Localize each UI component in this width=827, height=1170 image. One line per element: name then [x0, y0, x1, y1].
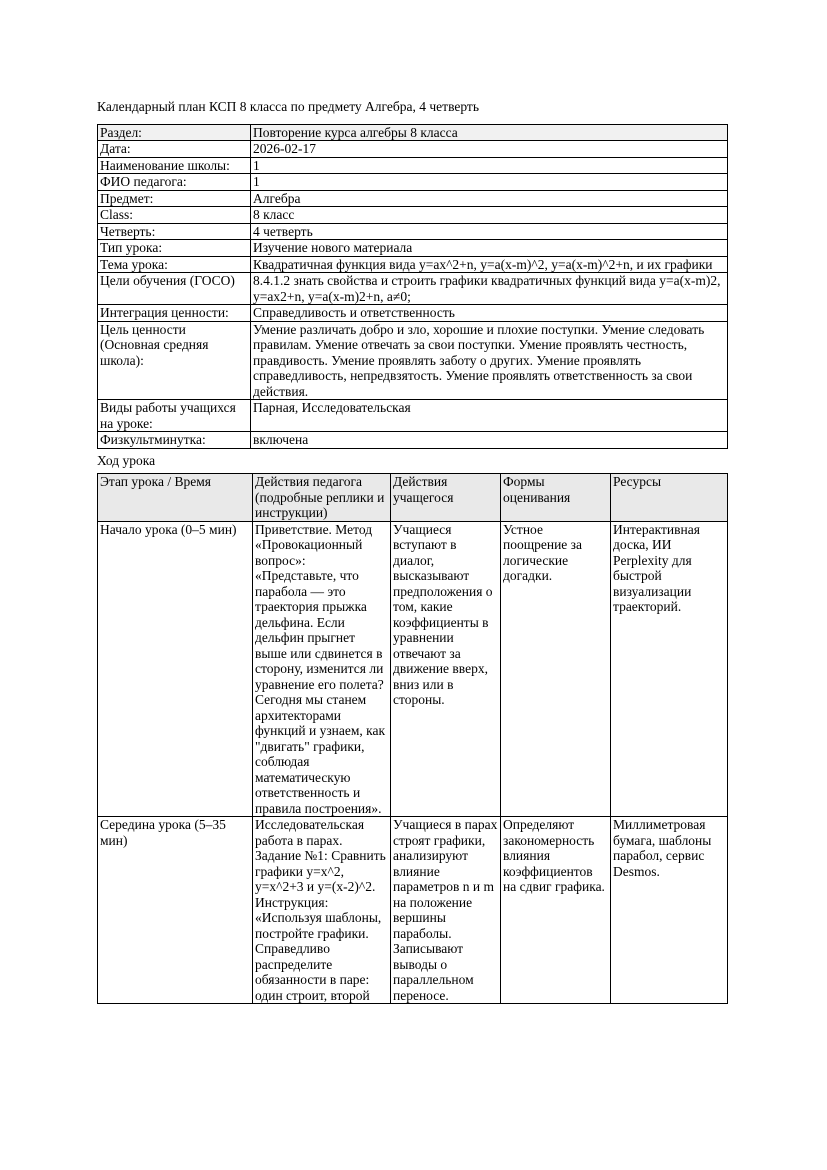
info-value: 4 четверть — [251, 223, 728, 240]
info-label: Виды работы учащихся на уроке: — [98, 400, 251, 432]
stage-cell: Середина урока (5–35 мин) — [98, 817, 253, 1004]
resources-cell: Миллиметровая бумага, шаблоны парабол, сервис Desmos. — [611, 817, 728, 1004]
info-label: Предмет: — [98, 190, 251, 207]
info-label: Наименование школы: — [98, 157, 251, 174]
info-row — [98, 256, 728, 273]
info-value: включена — [251, 432, 728, 449]
info-value: Алгебра — [251, 190, 728, 207]
info-value: Изучение нового материала — [251, 240, 728, 257]
teacher-actions-cell: Приветствие. Метод «Провокационный вопрос»: «Представьте, что парабола — это траектория прыжка дельфина. Если дельфин прыгнет выше или сдвинется в сторону, изменится ли уравнение его полета? Сегодня мы станем архитекторами функций и узнаем, как "двигать" графики, соблюдая математическую ответственность и правила построения». — [253, 521, 391, 817]
lesson-flow-table — [97, 473, 728, 1004]
student-actions-cell: Учащиеся вступают в диалог, высказывают предположения о том, какие коэффициенты в уравнении отвечают за движение вверх, вниз или в стороны. — [391, 521, 501, 817]
resources-cell: Интерактивная доска, ИИ Perplexity для быстрой визуализации траекторий. — [611, 521, 728, 817]
info-value: 8.4.1.2 знать свойства и строить графики квадратичных функций вида y=a(x-m)2, y=ax2+n, y=a(x-m)2+n, a≠0; — [251, 273, 728, 305]
info-row — [98, 223, 728, 240]
info-label: Цели обучения (ГОСО) — [98, 273, 251, 305]
info-row — [98, 400, 728, 432]
lesson-table-header-row — [98, 474, 728, 522]
section-heading: Ход урока — [97, 452, 156, 468]
info-value: 8 класс — [251, 207, 728, 224]
info-label: Тема урока: — [98, 256, 251, 273]
info-value: 1 — [251, 174, 728, 191]
info-row — [98, 174, 728, 191]
lesson-row — [98, 817, 728, 1004]
info-row — [98, 141, 728, 158]
info-row — [98, 305, 728, 322]
assessment-cell: Устное поощрение за логические догадки. — [501, 521, 611, 817]
info-row — [98, 273, 728, 305]
header-cell-stage: Этап урока / Время — [98, 474, 253, 522]
assessment-cell: Определяют закономерность влияния коэффициентов на сдвиг графика. — [501, 817, 611, 1004]
info-label: Дата: — [98, 141, 251, 158]
student-actions-cell: Учащиеся в парах строят графики, анализируют влияние параметров n и m на положение вершины параболы. Записывают выводы о параллельном переносе. — [391, 817, 501, 1004]
info-value: 1 — [251, 157, 728, 174]
info-label: ФИО педагога: — [98, 174, 251, 191]
info-label: Четверть: — [98, 223, 251, 240]
info-label: Цель ценности (Основная средняя школа): — [98, 321, 251, 400]
info-label: Class: — [98, 207, 251, 224]
info-label: Интеграция ценности: — [98, 305, 251, 322]
info-row — [98, 321, 728, 400]
info-value: Квадратичная функция вида y=ax^2+n, y=a(x-m)^2, y=a(x-m)^2+n, и их графики — [251, 256, 728, 273]
info-row — [98, 157, 728, 174]
header-cell-assessment: Формы оценивания — [501, 474, 611, 522]
info-value: Справедливость и ответственность — [251, 305, 728, 322]
header-cell-student-actions: Действия учащегося — [391, 474, 501, 522]
lesson-row — [98, 521, 728, 817]
info-row — [98, 124, 728, 141]
info-row — [98, 207, 728, 224]
info-label: Физкультминутка: — [98, 432, 251, 449]
teacher-actions-cell: Исследовательская работа в парах. Задание №1: Сравнить графики y=x^2, y=x^2+3 и y=(x-2)^2. Инструкция: «Используя шаблоны, постройте графики. Справедливо распределите обязанности в паре: один строит, второй — [253, 817, 391, 1004]
stage-cell: Начало урока (0–5 мин) — [98, 521, 253, 817]
info-value: 2026-02-17 — [251, 141, 728, 158]
document-page — [97, 99, 727, 1004]
info-value: Парная, Исследовательская — [251, 400, 728, 432]
header-cell-resources: Ресурсы — [611, 474, 728, 522]
info-label: Тип урока: — [98, 240, 251, 257]
page-title: Календарный план КСП 8 класса по предмету Алгебра, 4 четверть — [97, 99, 479, 114]
info-label: Раздел: — [98, 124, 251, 141]
info-row — [98, 432, 728, 449]
lesson-info-table — [97, 124, 728, 449]
info-row — [98, 190, 728, 207]
info-row — [98, 240, 728, 257]
header-cell-teacher-actions: Действия педагога (подробные реплики и инструкции) — [253, 474, 391, 522]
info-value: Умение различать добро и зло, хорошие и плохие поступки. Умение следовать правилам. Умение отвечать за свои поступки. Умение проявлять честность, правдивость. Умение проявлять заботу о других. Умение проявлять справедливость, непредвзятость. Умение проявлять ответственность за свои действия. — [251, 321, 728, 400]
info-value: Повторение курса алгебры 8 класса — [251, 124, 728, 141]
